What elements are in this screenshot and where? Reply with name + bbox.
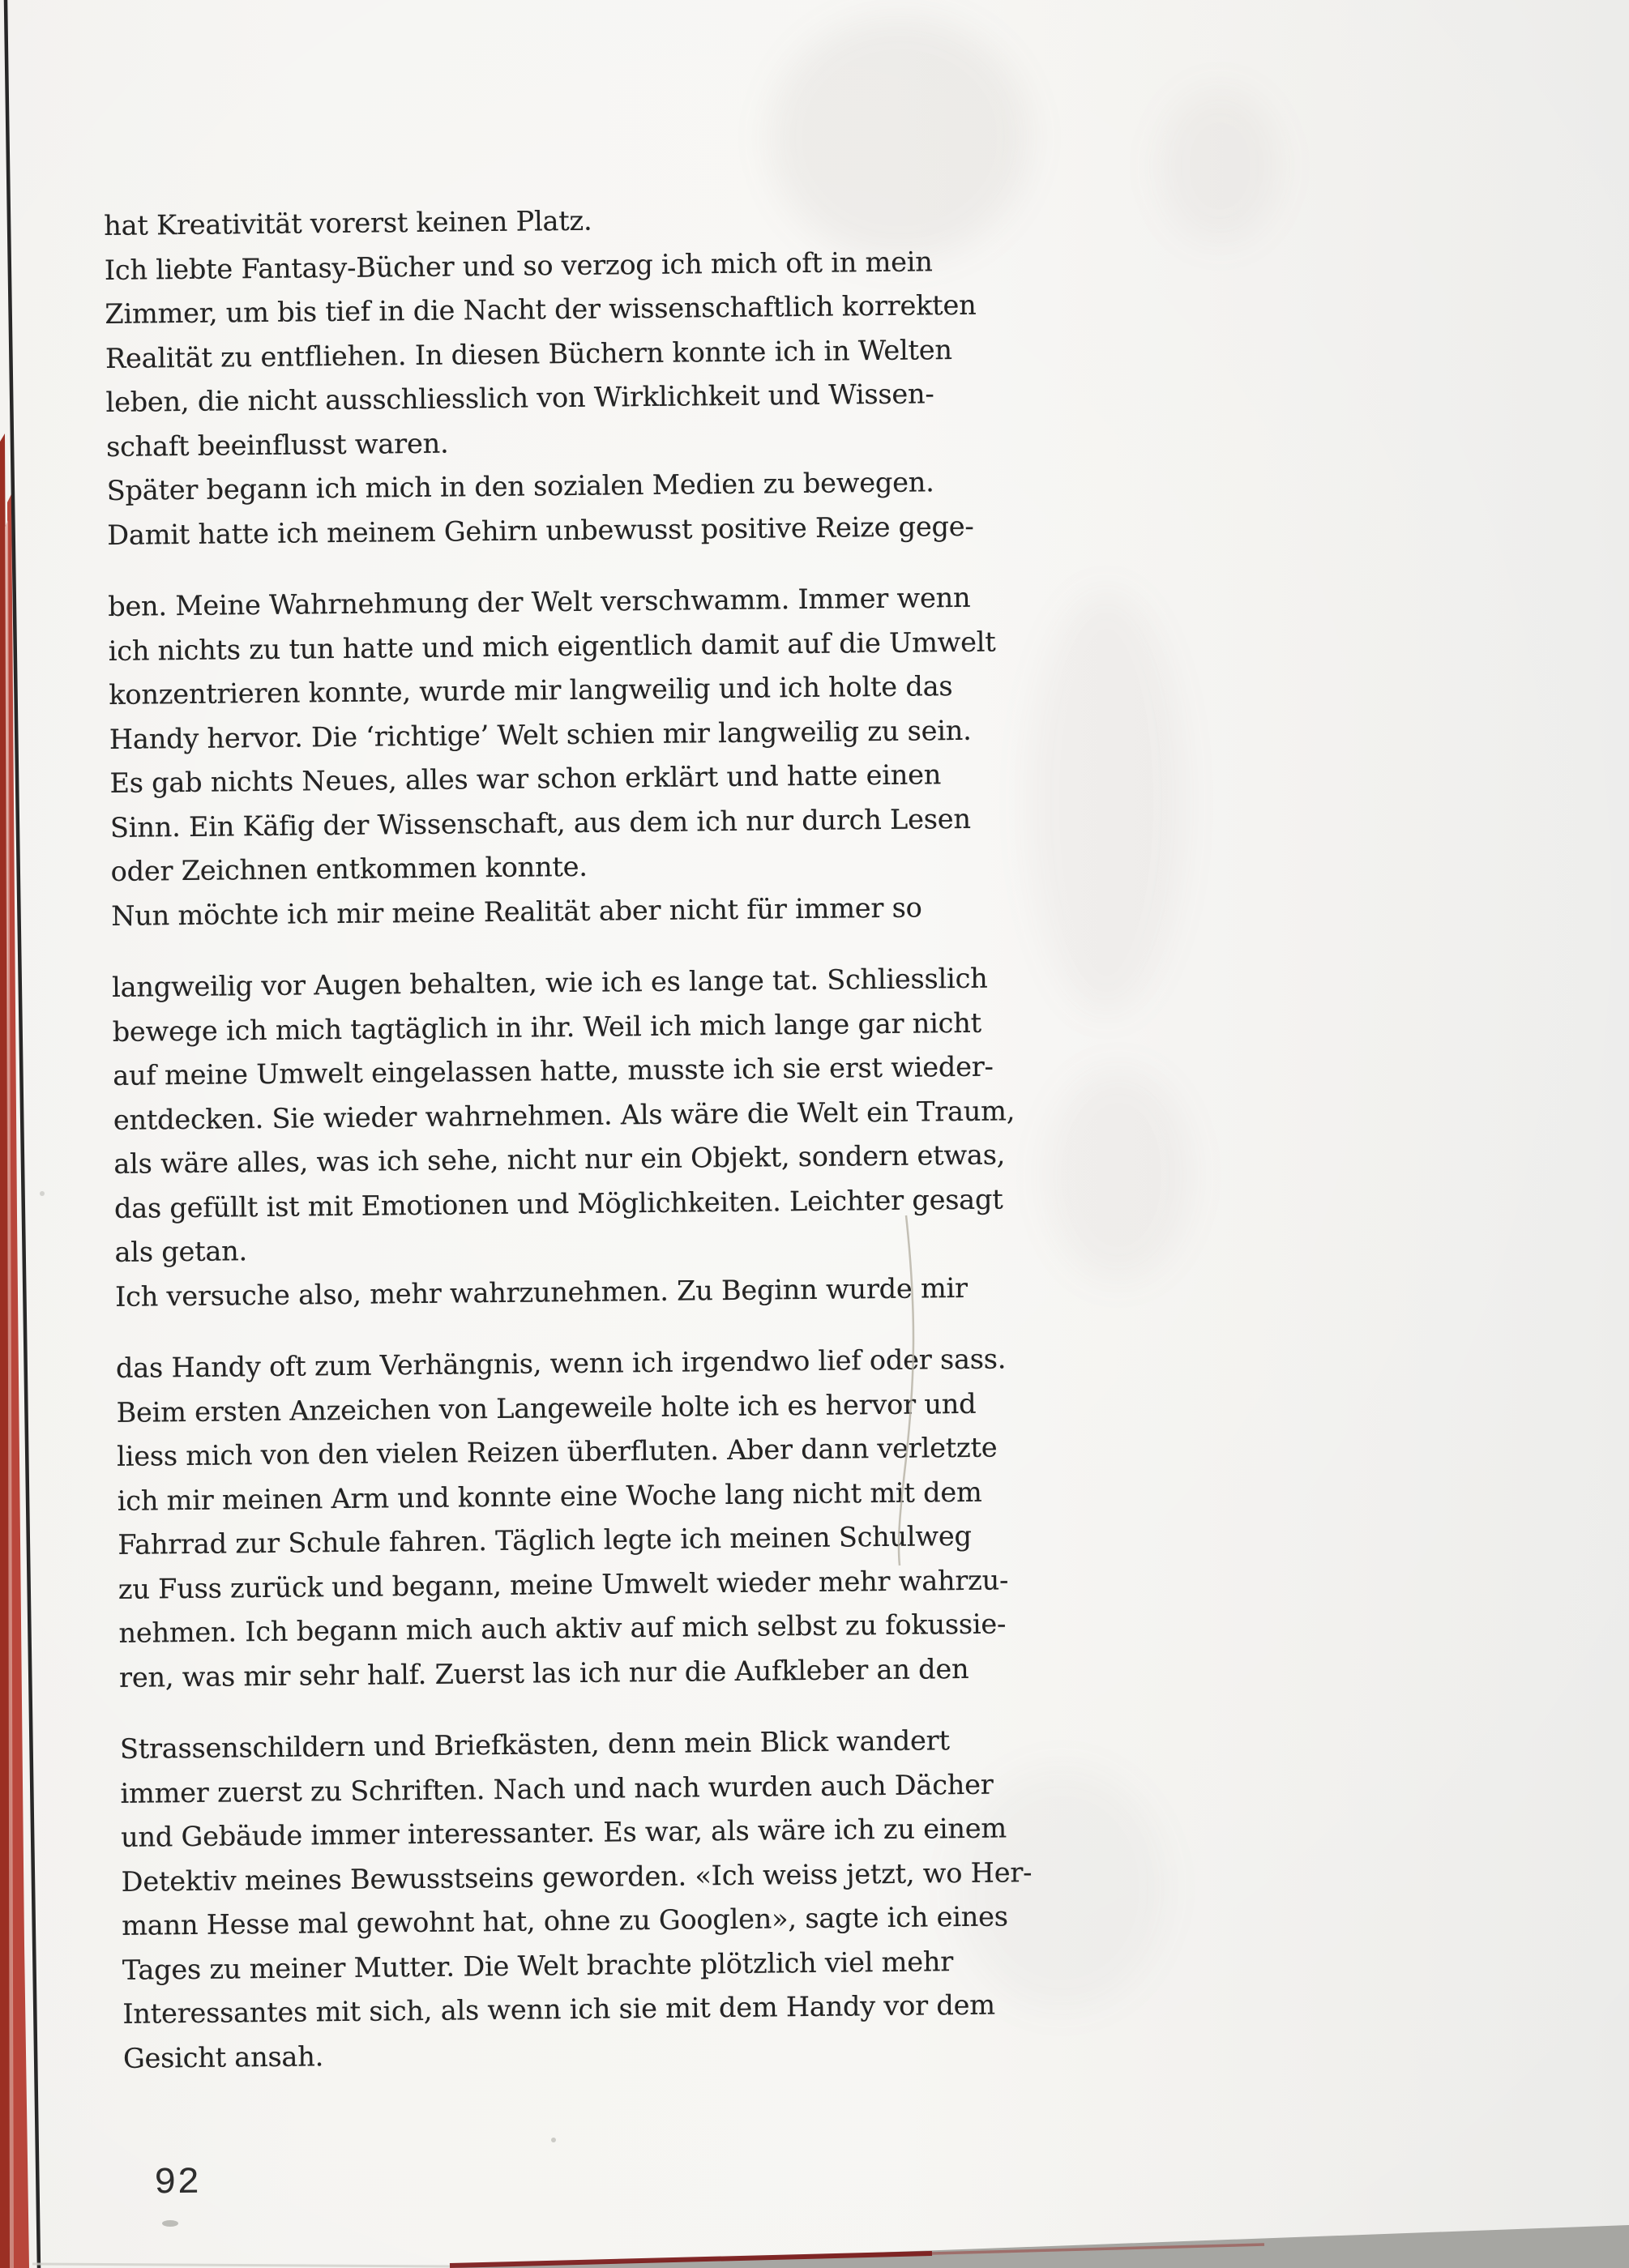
- text-line: Strassenschildern und Briefkästen, denn mein Blick wandert: [119, 1724, 950, 1765]
- speck: [551, 2138, 556, 2142]
- page-edge-line: [6, 0, 39, 2268]
- text-line: auf meine Umwelt eingelassen hatte, musste ich sie erst wieder-: [113, 1050, 994, 1091]
- paragraph: [116, 1336, 1108, 1700]
- text-line: Realität zu entfliehen. In diesen Büchern konnte ich in Welten: [105, 333, 952, 374]
- speck: [40, 1191, 45, 1196]
- text-line: Tages zu meiner Mutter. Die Welt brachte plötzlich viel mehr: [122, 1945, 954, 1986]
- text-line: ren, was mir sehr half. Zuerst las ich nur die Aufkleber an den: [118, 1652, 969, 1694]
- spine-red-pale-sliver: [5, 520, 14, 2268]
- text-line: liess mich von den vielen Reizen überfluten. Aber dann verletzte: [116, 1431, 998, 1472]
- bleed-through-artifact: [1159, 89, 1281, 243]
- text-line: Gesicht ansah.: [122, 2039, 324, 2074]
- text-line: Zimmer, um bis tief in die Nacht der wissenschaftlich korrekten: [105, 288, 977, 330]
- text-line: Interessantes mit sich, als wenn ich sie mit dem Handy vor dem: [122, 1988, 996, 2030]
- text-line: langweilig vor Augen behalten, wie ich es lange tat. Schliesslich: [111, 962, 988, 1003]
- text-line: Beim ersten Anzeichen von Langeweile holte ich es hervor und: [116, 1387, 977, 1429]
- scanner-bed-gray: [450, 2225, 1629, 2268]
- bottom-shadow-line: [32, 2264, 450, 2266]
- text-line: nehmen. Ich begann mich auch aktiv auf mich selbst zu fokussie-: [118, 1608, 1007, 1649]
- text-line: Ich liebte Fantasy-Bücher und so verzog ich mich oft in mein: [104, 245, 933, 286]
- spine-red-stripe: [7, 494, 29, 2268]
- text-line: hat Kreativität vorerst keinen Platz.: [104, 204, 592, 241]
- text-line: immer zuerst zu Schriften. Nach und nach wurden auch Dächer: [120, 1768, 994, 1809]
- text-line: Fahrrad zur Schule fahren. Täglich legte ich meinen Schulweg: [118, 1519, 972, 1561]
- spine-red-dark-stripe: [0, 434, 14, 2268]
- text-line: Nun möchte ich mir meine Realität aber nicht für immer so: [110, 891, 922, 932]
- text-line: Es gab nichts Neues, alles war schon erklärt und hatte einen: [109, 758, 942, 799]
- page-number: 92: [153, 2161, 201, 2205]
- text-line: Später begann ich mich in den sozialen Medien zu bewegen.: [106, 466, 934, 506]
- text-line: das Handy oft zum Verhängnis, wenn ich irgendwo lief oder sass.: [115, 1343, 1007, 1384]
- text-line: ich nichts zu tun hatte und mich eigentlich damit auf die Umwelt: [108, 626, 996, 667]
- paragraph: [108, 574, 1100, 938]
- text-line: Detektiv meines Bewusstseins geworden. «Ich weiss jetzt, wo Her-: [121, 1856, 1033, 1898]
- text-line: ich mir meinen Arm und konnte eine Woche lang nicht mit dem: [117, 1476, 982, 1517]
- text-line: Damit hatte ich meinem Gehirn unbewusst positive Reize gege-: [107, 510, 974, 551]
- bottom-cover-red-line-faded: [932, 2245, 1264, 2253]
- bottom-cover-red-line: [450, 2253, 932, 2266]
- text-line: und Gebäude immer interessanter. Es war, als wäre ich zu einem: [120, 1812, 1007, 1853]
- smudge: [162, 2220, 178, 2227]
- text-line: mann Hesse mal gewohnt hat, ohne zu Googlen», sagte ich eines: [122, 1900, 1008, 1941]
- text-line: ben. Meine Wahrnehmung der Welt verschwamm. Immer wenn: [107, 581, 971, 622]
- text-line: Ich versuche also, mehr wahrzunehmen. Zu Beginn wurde mir: [114, 1271, 968, 1313]
- text-line: bewege ich mich tagtäglich in ihr. Weil ich mich lange gar nicht: [112, 1006, 982, 1048]
- text-line: Sinn. Ein Käfig der Wissenschaft, aus dem ich nur durch Lesen: [109, 802, 971, 844]
- paragraph: [120, 1717, 1112, 2081]
- text-line: oder Zeichnen entkommen konnte.: [110, 850, 588, 887]
- text-line: als getan.: [114, 1235, 248, 1268]
- text-line: zu Fuss zurück und begann, meine Umwelt wieder mehr wahrzu-: [118, 1563, 1009, 1605]
- text-line: schaft beeinflusst waren.: [105, 427, 449, 463]
- page-text-block: [104, 194, 1112, 2081]
- text-line: Handy hervor. Die ‘richtige’ Welt schien mir langweilig zu sein.: [109, 714, 972, 755]
- text-line: das gefüllt ist mit Emotionen und Möglichkeiten. Leichter gesagt: [113, 1182, 1003, 1224]
- paragraph: [104, 194, 1096, 557]
- text-line: konzentrieren konnte, wurde mir langweilig und ich holte das: [109, 670, 953, 711]
- paragraph: [112, 955, 1104, 1319]
- text-line: leben, die nicht ausschliesslich von Wirklichkeit und Wissen-: [105, 378, 934, 418]
- text-line: entdecken. Sie wieder wahrnehmen. Als wäre die Welt ein Traum,: [113, 1094, 1015, 1136]
- text-line: als wäre alles, was ich sehe, nicht nur ein Objekt, sondern etwas,: [113, 1138, 1006, 1180]
